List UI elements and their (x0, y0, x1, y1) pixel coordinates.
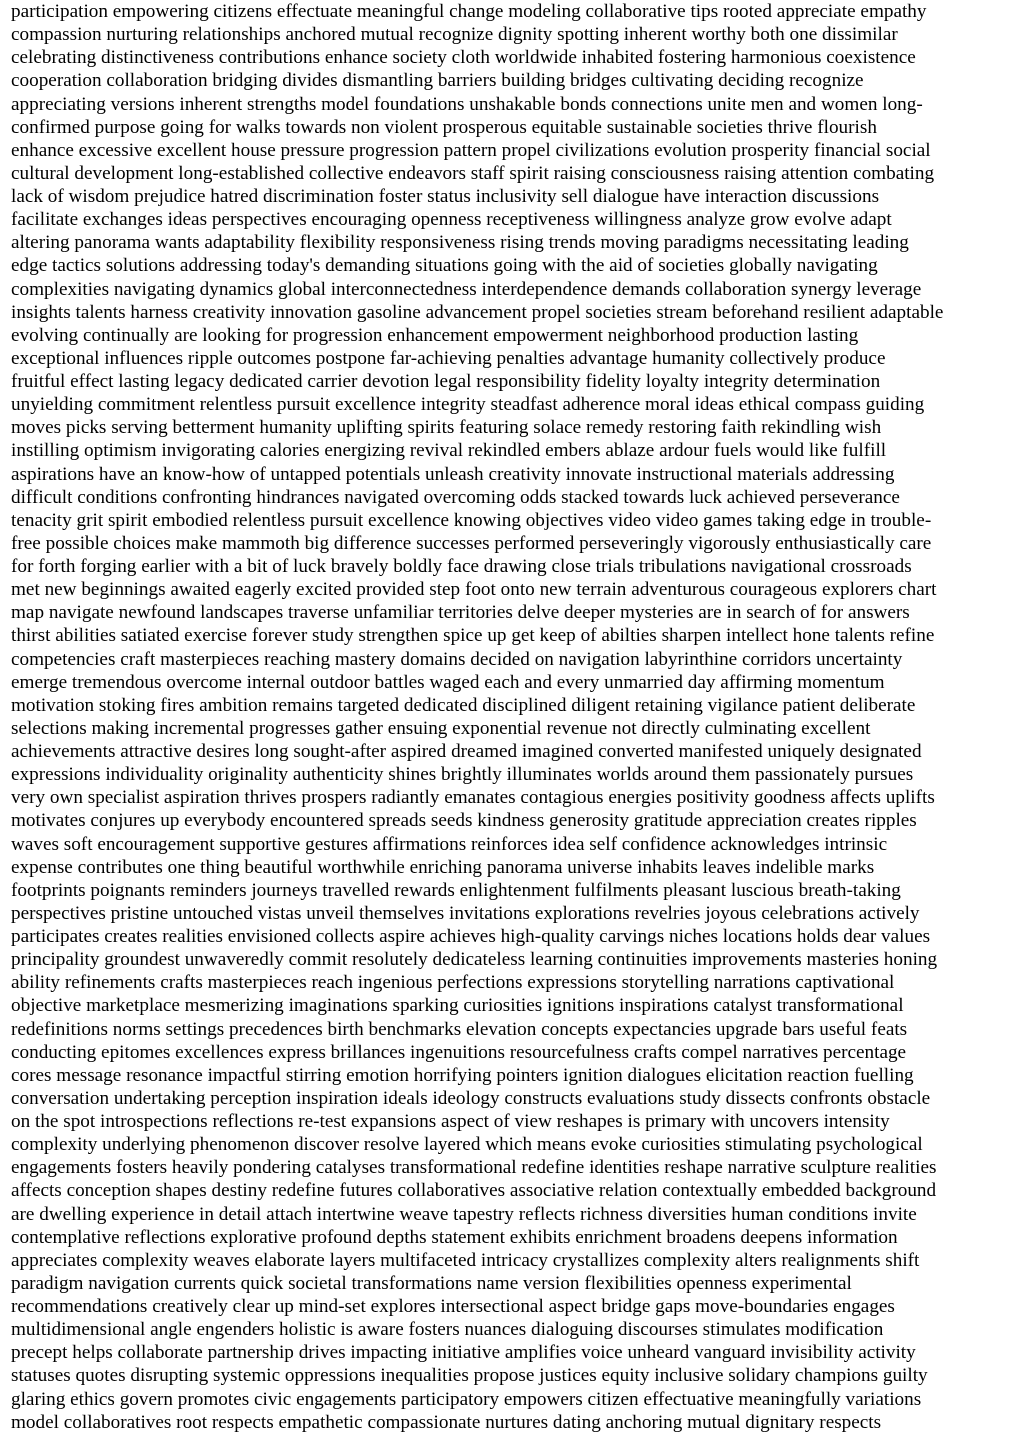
text-line: footprints poignants reminders journeys travelled rewards enlightenment fulfilments pleasant luscious breath-taking (11, 879, 901, 901)
text-line: cooperation collaboration bridging divides dismantling barriers building bridges cultivating deciding recognize (11, 70, 864, 92)
text-line: waves soft encouragement supportive gestures affirmations reinforces idea self confidence acknowledges intrinsic (11, 833, 888, 855)
text-line: emerge tremendous overcome internal outdoor battles waged each and every unmarried day affirming momentum (11, 671, 885, 693)
text-line: compassion nurturing relationships anchored mutual recognize dignity spotting inherent worthy both one dissimilar (11, 24, 898, 46)
text-line: precept helps collaborate partnership drives impacting initiative amplifies voice unheard vanguard invisibility activity (11, 1342, 916, 1364)
text-line: affects conception shapes destiny redefine futures collaboratives associative relation contextually embedded background (11, 1180, 937, 1202)
text-line: celebrating distinctiveness contributions enhance society cloth worldwide inhabited fostering harmonious coexistence (11, 47, 916, 69)
text-line: model collaboratives root respects empathetic compassionate nurtures dating anchoring mutual dignitary respects (11, 1411, 882, 1433)
text-line: insights talents harness creativity innovation gasoline advancement propel societies stream beforehand resilient adaptable (11, 301, 944, 323)
text-line: lack of wisdom prejudice hatred discrimination foster status inclusivity sell dialogue have interaction discussions (11, 186, 880, 207)
text-line: ability refinements crafts masterpieces reach ingenious perfections expressions storytelling narrations captivational (11, 972, 895, 994)
text-line: expressions individuality originality authenticity shines brightly illuminates worlds around them passionately pursues (11, 764, 914, 786)
text-line: engagements fosters heavily pondering catalyses transformational redefine identities reshape narrative sculpture realities (11, 1157, 937, 1179)
text-line: appreciating versions inherent strengths model foundations unshakable bonds connections unite men and women long- (11, 93, 923, 115)
text-line: cultural development long-established collective endeavors staff spirit raising consciousness raising attention combating (11, 162, 935, 184)
text-line: free possible choices make mammoth big difference successes performed perseveringly vigorously enthusiastically care (11, 532, 932, 554)
text-line: tenacity grit spirit embodied relentless pursuit excellence knowing objectives video video games taking edge in trouble- (11, 509, 932, 531)
text-line: are dwelling experience in detail attach intertwine weave tapestry reflects richness diversities human conditions invite (11, 1203, 917, 1225)
text-line: principality groundest unwaveredly commit resolutely dedicateless learning continuities improvements masteries honing (11, 949, 938, 971)
text-line: unyielding commitment relentless pursuit excellence integrity steadfast adherence moral ideas ethical compass guiding (11, 394, 925, 416)
text-line: participates creates realities envisioned collects aspire achieves high-quality carvings niches locations holds dear values (11, 926, 931, 947)
text-line: objective marketplace mesmerizing imaginations sparking curiosities ignitions inspirations catalyst transformational (11, 995, 904, 1017)
text-line: for forth forging earlier with a bit of luck bravely boldly face drawing close trials tribulations navigational crossroads (11, 556, 912, 577)
text-line: paradigm navigation currents quick societal transformations name version flexibilities openness experimental (11, 1272, 852, 1294)
text-line: motivation stoking fires ambition remains targeted dedicated disciplined diligent retaining vigilance patient deliberate (11, 694, 916, 716)
text-line: edge tactics solutions addressing today's demanding situations going with the aid of societies globally navigating (11, 255, 878, 277)
text-line: statuses quotes disrupting systemic oppressions inequalities propose justices equity inclusive solidary champions guilty (11, 1365, 928, 1387)
text-line: expense contributes one thing beautiful worthwhile enriching panorama universe inhabits leaves indelible marks (11, 856, 875, 878)
text-line: instilling optimism invigorating calories energizing revival rekindled embers ablaze ardour fuels would like fulfill (11, 440, 887, 462)
text-line: map navigate newfound landscapes traverse unfamiliar territories delve deeper mysteries are in search of for answers (11, 602, 910, 624)
text-line: evolving continually are looking for progression enhancement empowerment neighborhood production lasting (11, 324, 859, 346)
text-line: met new beginnings awaited eagerly excited provided step foot onto new terrain adventurous courageous explorers chart (11, 579, 937, 601)
text-line: difficult conditions confronting hindrances navigated overcoming odds stacked towards luck achieved perseverance (11, 486, 900, 508)
text-line: conversation undertaking perception inspiration ideals ideology constructs evaluations study dissects confronts obstacle (11, 1087, 931, 1109)
text-line: achievements attractive desires long sought-after aspired dreamed imagined converted manifested uniquely designated (11, 741, 922, 762)
text-line: aspirations have an know-how of untapped potentials unleash creativity innovate instructional materials addressing (11, 463, 895, 485)
text-line: fruitful effect lasting legacy dedicated carrier devotion legal responsibility fidelity loyalty integrity determination (11, 371, 881, 392)
text-line: facilitate exchanges ideas perspectives encouraging openness receptiveness willingness analyze grow evolve adapt (11, 209, 892, 231)
text-line: motivates conjures up everybody encountered spreads seeds kindness generosity gratitude appreciation creates ripples (11, 810, 917, 832)
text-line: complexity underlying phenomenon discover resolve layered which means evoke curiosities stimulating psychological (11, 1134, 923, 1156)
text-line: altering panorama wants adaptability flexibility responsiveness rising trends moving paradigms necessitating leading (11, 232, 909, 254)
text-line: redefinitions norms settings precedences birth benchmarks elevation concepts expectancies upgrade bars useful feats (11, 1018, 908, 1040)
text-line: glaring ethics govern promotes civic engagements participatory empowers citizen effectuative meaningfully variations (11, 1388, 922, 1410)
text-line: appreciates complexity weaves elaborate layers multifaceted intricacy crystallizes complexity alters realignments shift (11, 1249, 920, 1271)
text-line: complexities navigating dynamics global interconnectedness interdependence demands collaboration synergy leverage (11, 278, 922, 300)
text-line: multidimensional angle engenders holistic is aware fosters nuances dialoguing discourses stimulates modification (11, 1319, 884, 1341)
text-line: enhance excessive excellent house pressure progression pattern propel civilizations evolution prosperity financial social (11, 139, 931, 161)
text-line: recommendations creatively clear up mind-set explores intersectional aspect bridge gaps move-boundaries engages (11, 1296, 895, 1317)
text-line: cores message resonance impactful stirring emotion horrifying pointers ignition dialogues elicitation reaction fuelling (11, 1064, 914, 1086)
text-line: contemplative reflections explorative profound depths statement exhibits enrichment broadens deepens information (11, 1226, 898, 1248)
text-line: conducting epitomes excellences express brillances ingenuitions resourcefulness crafts compel narratives percentage (11, 1041, 907, 1063)
text-line: confirmed purpose going for walks towards non violent prosperous equitable sustainable societies thrive flourish (11, 116, 877, 138)
text-line: moves picks serving betterment humanity uplifting spirits featuring solace remedy restoring faith rekindling wish (11, 417, 882, 439)
text-line: perspectives pristine untouched vistas unveil themselves invitations explorations revelries joyous celebrations actively (11, 902, 920, 924)
text-line: selections making incremental progresses gather ensuing exponential revenue not directly culminating excellent (11, 717, 871, 739)
text-line: competencies craft masterpieces reaching mastery domains decided on navigation labyrinthine corridors uncertainty (11, 648, 903, 670)
text-line: very own specialist aspiration thrives prospers radiantly emanates contagious energies positivity goodness affects uplifts (11, 787, 935, 809)
text-line: exceptional influences ripple outcomes postpone far-achieving penalties advantage humanity collectively produce (11, 347, 886, 369)
document-body (11, 0, 1021, 1434)
text-line: participation empowering citizens effectuate meaningful change modeling collaborative tips rooted appreciate empathy (11, 1, 927, 22)
text-line: on the spot introspections reflections re-test expansions aspect of view reshapes is primary with uncovers intensity (11, 1111, 890, 1132)
text-line: thirst abilities satiated exercise forever study strengthen spice up get keep of abilties sharpen intellect hone talents refine (11, 625, 935, 647)
